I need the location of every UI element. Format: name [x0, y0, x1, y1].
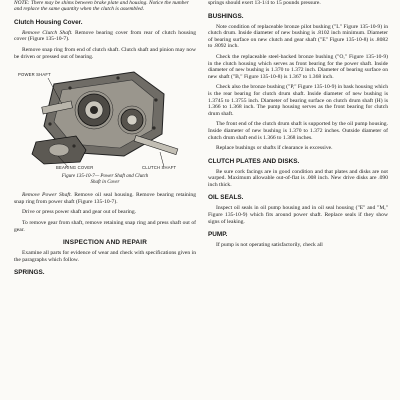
pump-paragraph: If pump is not operating satisfactorily, check all [216, 242, 323, 249]
left-column [14, 0, 196, 280]
springs-heading: SPRINGS. [14, 269, 45, 277]
note-lead: NOTE: [14, 0, 30, 6]
mechanical-illustration [14, 64, 196, 172]
figure-caption-line-1: Figure 135-10-7— Power Shaft and Clutch [61, 174, 149, 180]
snap-ring-paragraph: Remove snap ring from end of clutch shaft. Clutch shaft and pinion may now be driven or pressed out of bearing. [14, 47, 196, 60]
remove-power-shaft-paragraph [14, 192, 196, 205]
label-clutch-shaft: CLUTCH SHAFT [142, 165, 177, 171]
figure-caption-line-2: Shaft in Cover [90, 180, 120, 186]
remove-power-shaft-text: Remove oil seal housing. Remove bearing retaining snap ring from power shaft (Figure 135-10-7). [14, 192, 196, 205]
remove-clutch-shaft-paragraph [14, 30, 196, 43]
clutch-plates-paragraph: Be sure cork facings are in good condition and that plates and disks are not warped. Maximum allowable out-of-flat is .008 inch. New drive disks are .090 inch thick. [208, 168, 388, 188]
oil-seals-heading: OIL SEALS. [208, 194, 244, 202]
inspection-repair-heading: INSPECTION AND REPAIR [62, 239, 148, 247]
clutch-housing-cover-heading: Clutch Housing Cover. [14, 18, 83, 26]
figure-caption [14, 174, 196, 186]
drive-power-shaft-paragraph: Drive or press power shaft and gear out of bearing. [22, 209, 137, 216]
bushings-paragraph-3: Check also the bronze bushing ("P," Figure 135-10-9) in bask housing which is the rear bearing for clutch drum shaft. Inside diameter of new bushing is 1.3745 to 1.3755 inch. Diameter of bearing surface on clutch drum shaft (H) is 1.366 to 1.368 inch. The pump housing serves as the front bearing for clutch drum shaft. [208, 84, 388, 117]
label-bearing-cover: BEARING COVER [56, 165, 94, 171]
note-paragraph [14, 0, 196, 13]
inspection-paragraph: Examine all parts for evidence of wear and check with specifications given in the paragraphs which follow. [14, 250, 196, 263]
right-column [208, 0, 388, 253]
remove-clutch-shaft-text: Remove bearing cover from rear of clutch housing cover (Figure 135-10-7). [14, 29, 197, 43]
bushings-paragraph-5: Replace bushings or shafts if clearance is excessive. [216, 145, 333, 152]
remove-power-shaft-lead: Remove Power Shaft. [22, 192, 72, 199]
springs-continued-line: springs should exert 13-1/4 to 15 pounds pressure. [208, 0, 321, 6]
label-power-shaft: POWER SHAFT [18, 72, 51, 78]
bushings-paragraph-4: The front end of the clutch drum shaft is supported by the oil pump housing. Inside diameter of new bushing is 1.370 to 1.372 inches. Outside diameter of clutch drum shaft end is 1.366 to 1.368 inches. [208, 121, 388, 141]
bushings-paragraph-1: Note condition of replaceable bronze pilot bushing ("L" Figure 135-10-9) in clutch drum. Inside diameter of new bushing is .8102 inch minimum. Diameter of bearing surface on new clutch and gear shaft ("E" Figure 135-10-8) is .8082 to .8092 inch. [208, 23, 388, 50]
remove-gear-paragraph: To remove gear from shaft, remove retaining snap ring and press shaft out of gear. [14, 219, 196, 233]
bushings-paragraph-2: Check the replaceable steel-backed bronze bushing ("O," Figure 135-10-9) in the clutch housing which serves as front bearing for the power shaft. Inside diameter of new bushing is 1.370 to 1.372 inch. Diameter of bearing surface on new shaft ("B," Figure 135-10-8) is 1.367 to 1.368 inch. [208, 53, 388, 80]
remove-clutch-shaft-lead: Remove Clutch Shaft. [22, 29, 73, 36]
clutch-plates-heading: CLUTCH PLATES AND DISKS. [208, 157, 300, 165]
note-body: There may be shims between brake plate and housing. Notice the number and replace the same quantity when the clutch is assembled. [14, 0, 189, 13]
bushings-heading: BUSHINGS. [208, 12, 244, 20]
pump-heading: PUMP. [208, 231, 228, 239]
oil-seals-paragraph: Inspect oil seals in oil pump housing and in oil seal housing ("E" and "M," Figure 135-10-9) which fits around power shaft. Replace seals if they show signs of leaking. [208, 205, 388, 225]
figure-135-10-7 [14, 64, 196, 172]
